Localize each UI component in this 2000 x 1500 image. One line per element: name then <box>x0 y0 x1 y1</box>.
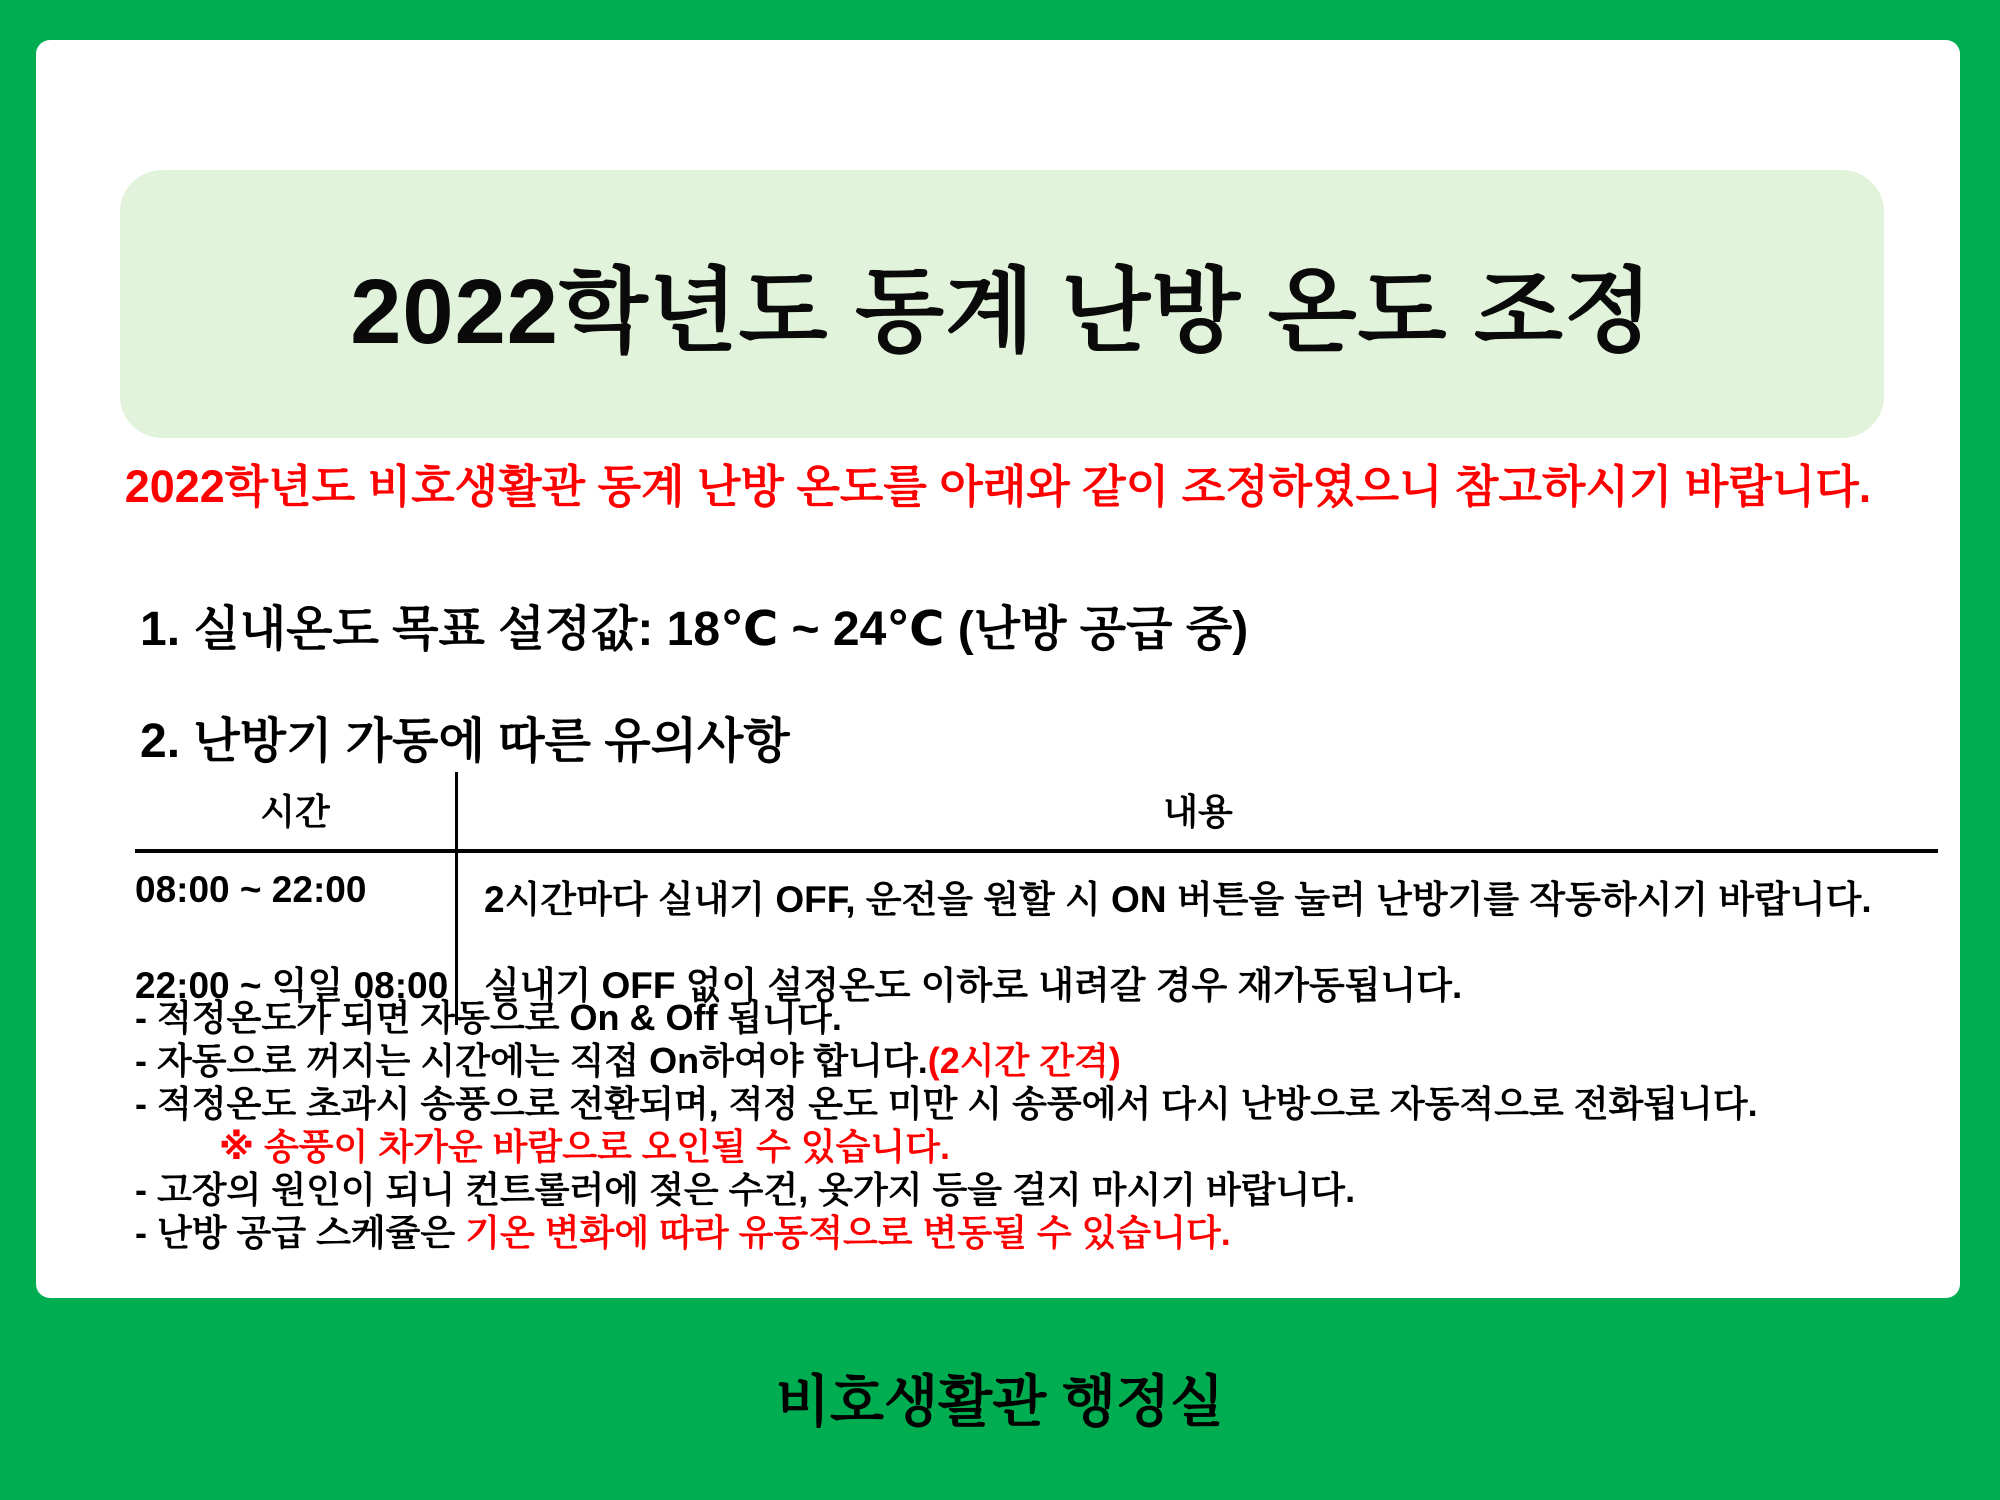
note-text-red: 기온 변화에 따라 유동적으로 변동될 수 있습니다. <box>465 1212 1231 1253</box>
note-line <box>135 1082 1758 1125</box>
note-text-red: (2시간 간격) <box>927 1040 1121 1081</box>
table-row <box>135 853 1938 939</box>
note-text-red: ※ 송풍이 차가운 바람으로 오인될 수 있습니다. <box>219 1126 950 1167</box>
table-header-time: 시간 <box>135 772 458 849</box>
note-text: - 고장의 원인이 되니 컨트롤러에 젖은 수건, 옷가지 등을 걸지 마시기 바랍니다. <box>135 1169 1356 1210</box>
note-line <box>135 996 1758 1039</box>
time-cell: 22:00 ~ 익일 08:00 <box>135 939 458 1025</box>
note-line <box>135 1211 1758 1254</box>
page-title: 2022학년도 동계 난방 온도 조정 <box>350 261 1654 363</box>
note-line <box>135 1168 1758 1211</box>
section-indoor-temp: 1. 실내온도 목표 설정값: 18℃ ~ 24℃ (난방 공급 중) <box>140 603 1249 656</box>
schedule-table <box>135 772 1938 1025</box>
title-banner <box>120 170 1884 438</box>
note-text: - 자동으로 꺼지는 시간에는 직접 On하여야 합니다. <box>135 1040 928 1081</box>
note-text: - 난방 공급 스케쥴은 <box>135 1212 466 1253</box>
note-text: - 적정온도 초과시 송풍으로 전환되며, 적정 온도 미만 시 송풍에서 다시 난방으로 자동적으로 전화됩니다. <box>135 1083 1758 1124</box>
note-line-warning <box>135 1125 1758 1168</box>
section-heater-notes: 2. 난방기 가동에 따른 유의사항 <box>140 715 790 768</box>
notes-list <box>135 996 1758 1254</box>
notice-card <box>36 40 1960 1298</box>
footer-signature: 비호생활관 행정실 <box>775 1370 1225 1433</box>
note-line <box>135 1039 1758 1082</box>
time-cell: 08:00 ~ 22:00 <box>135 853 458 939</box>
content-cell: 실내기 OFF 없이 설정온도 이하로 내려갈 경우 재가동됩니다. <box>484 965 1463 1006</box>
note-text: - 적정온도가 되면 자동으로 On & Off 됩니다. <box>135 997 842 1038</box>
content-cell: 2시간마다 실내기 OFF, 운전을 원할 시 ON 버튼을 눌러 난방기를 작동하시기 바랍니다. <box>484 879 1872 920</box>
table-header-row <box>135 772 1938 853</box>
table-header-content: 내용 <box>1163 791 1233 832</box>
notice-subtitle: 2022학년도 비호생활관 동계 난방 온도를 아래와 같이 조정하였으니 참고하시기 바랍니다. <box>124 461 1872 512</box>
